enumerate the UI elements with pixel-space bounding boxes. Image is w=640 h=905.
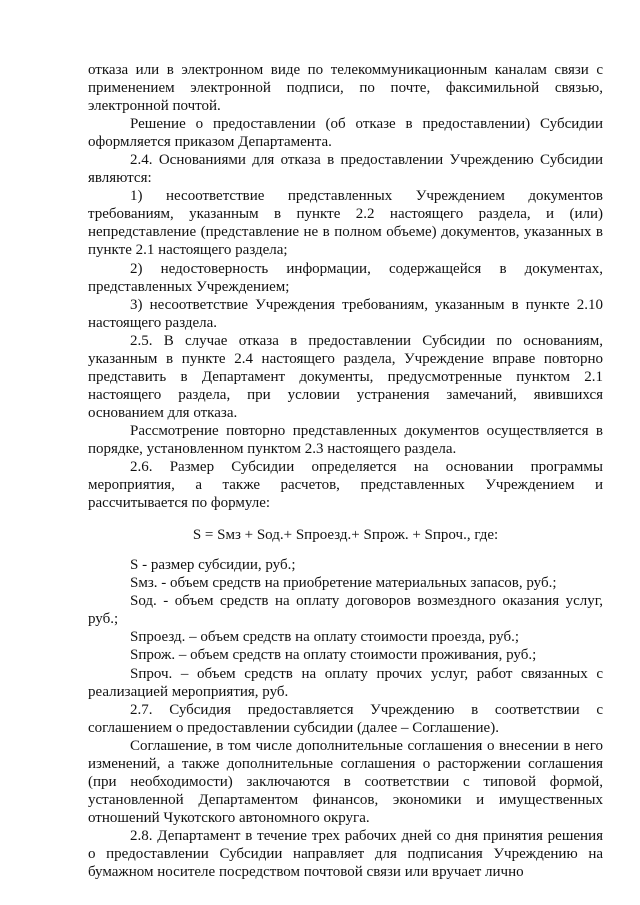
formula-definition-smz: Sмз. - объем средств на приобретение материальных запасов, руб.; bbox=[130, 575, 557, 592]
formula-definition-sod: Sод. - объем средств на оплату договоров возмездного оказания услуг, руб.; bbox=[88, 593, 603, 628]
formula-definition-sprozh: Sпрож. – объем средств на оплату стоимости проживания, руб.; bbox=[130, 647, 537, 664]
paragraph-continuation: отказа или в электронном виде по телекоммуникационным каналам связи с применением электронной подписи, по почте, факсимильной связью, электронной почтой. bbox=[88, 62, 603, 115]
paragraph-decision: Решение о предоставлении (об отказе в предоставлении) Субсидии оформляется приказом Департамента. bbox=[88, 116, 603, 151]
formula-definition-s: S - размер субсидии, руб.; bbox=[130, 557, 296, 574]
subsidy-formula: S = Sмз + Sод.+ Sпроезд.+ Sпрож. + Sпроч., где: bbox=[192, 527, 499, 544]
paragraph-resubmission: Рассмотрение повторно представленных документов осуществляется в порядке, установленном пунктом 2.3 настоящего раздела. bbox=[88, 422, 603, 457]
paragraph-2-7: 2.7. Субсидия предоставляется Учреждению в соответствии с соглашением о предоставлении субсидии (далее – Соглашение). bbox=[88, 701, 603, 736]
document-body bbox=[88, 61, 603, 881]
paragraph-agreement: Соглашение, в том числе дополнительные соглашения о внесении в него изменений, а также дополнительные соглашения о расторжении соглашения (при необходимости) заключаются в соответствии с типовой формой, установленной Департаментом финансов, экономики и имущественных отношений Чукотского автономного округа. bbox=[88, 737, 603, 826]
list-item-2: 2) недостоверность информации, содержащейся в документах, представленных Учреждением; bbox=[88, 260, 603, 295]
paragraph-2-4: 2.4. Основаниями для отказа в предоставлении Учреждению Субсидии являются: bbox=[88, 152, 603, 187]
formula-definition-sproezd: Sпроезд. – объем средств на оплату стоимости проезда, руб.; bbox=[130, 629, 520, 646]
list-item-1: 1) несоответствие представленных Учреждением документов требованиям, указанным в пункте 2.2 настоящего раздела, и (или) непредставление (представление не в полном объеме) документов, указанных в пункте 2.1 настоящего раздела; bbox=[88, 188, 603, 259]
paragraph-2-6: 2.6. Размер Субсидии определяется на основании программы мероприятия, а также расчетов, представленных Учреждением и рассчитывается по формуле: bbox=[88, 459, 603, 512]
paragraph-2-5: 2.5. В случае отказа в предоставлении Субсидии по основаниям, указанным в пункте 2.4 настоящего раздела, Учреждение вправе повторно представить в Департамент документы, предусмотренные пунктом 2.1 настоящего раздела, при условии устранения замечаний, явившихся основанием для отказа. bbox=[88, 332, 603, 421]
formula-definition-sproch: Sпроч. – объем средств на оплату прочих услуг, работ связанных с реализацией мероприятия, руб. bbox=[88, 665, 603, 700]
list-item-3: 3) несоответствие Учреждения требованиям, указанным в пункте 2.10 настоящего раздела. bbox=[88, 296, 603, 331]
paragraph-2-8: 2.8. Департамент в течение трех рабочих дней со дня принятия решения о предоставлении Субсидии направляет для подписания Учреждению на бумажном носителе посредством почтовой связи или вручает лично bbox=[88, 827, 603, 881]
